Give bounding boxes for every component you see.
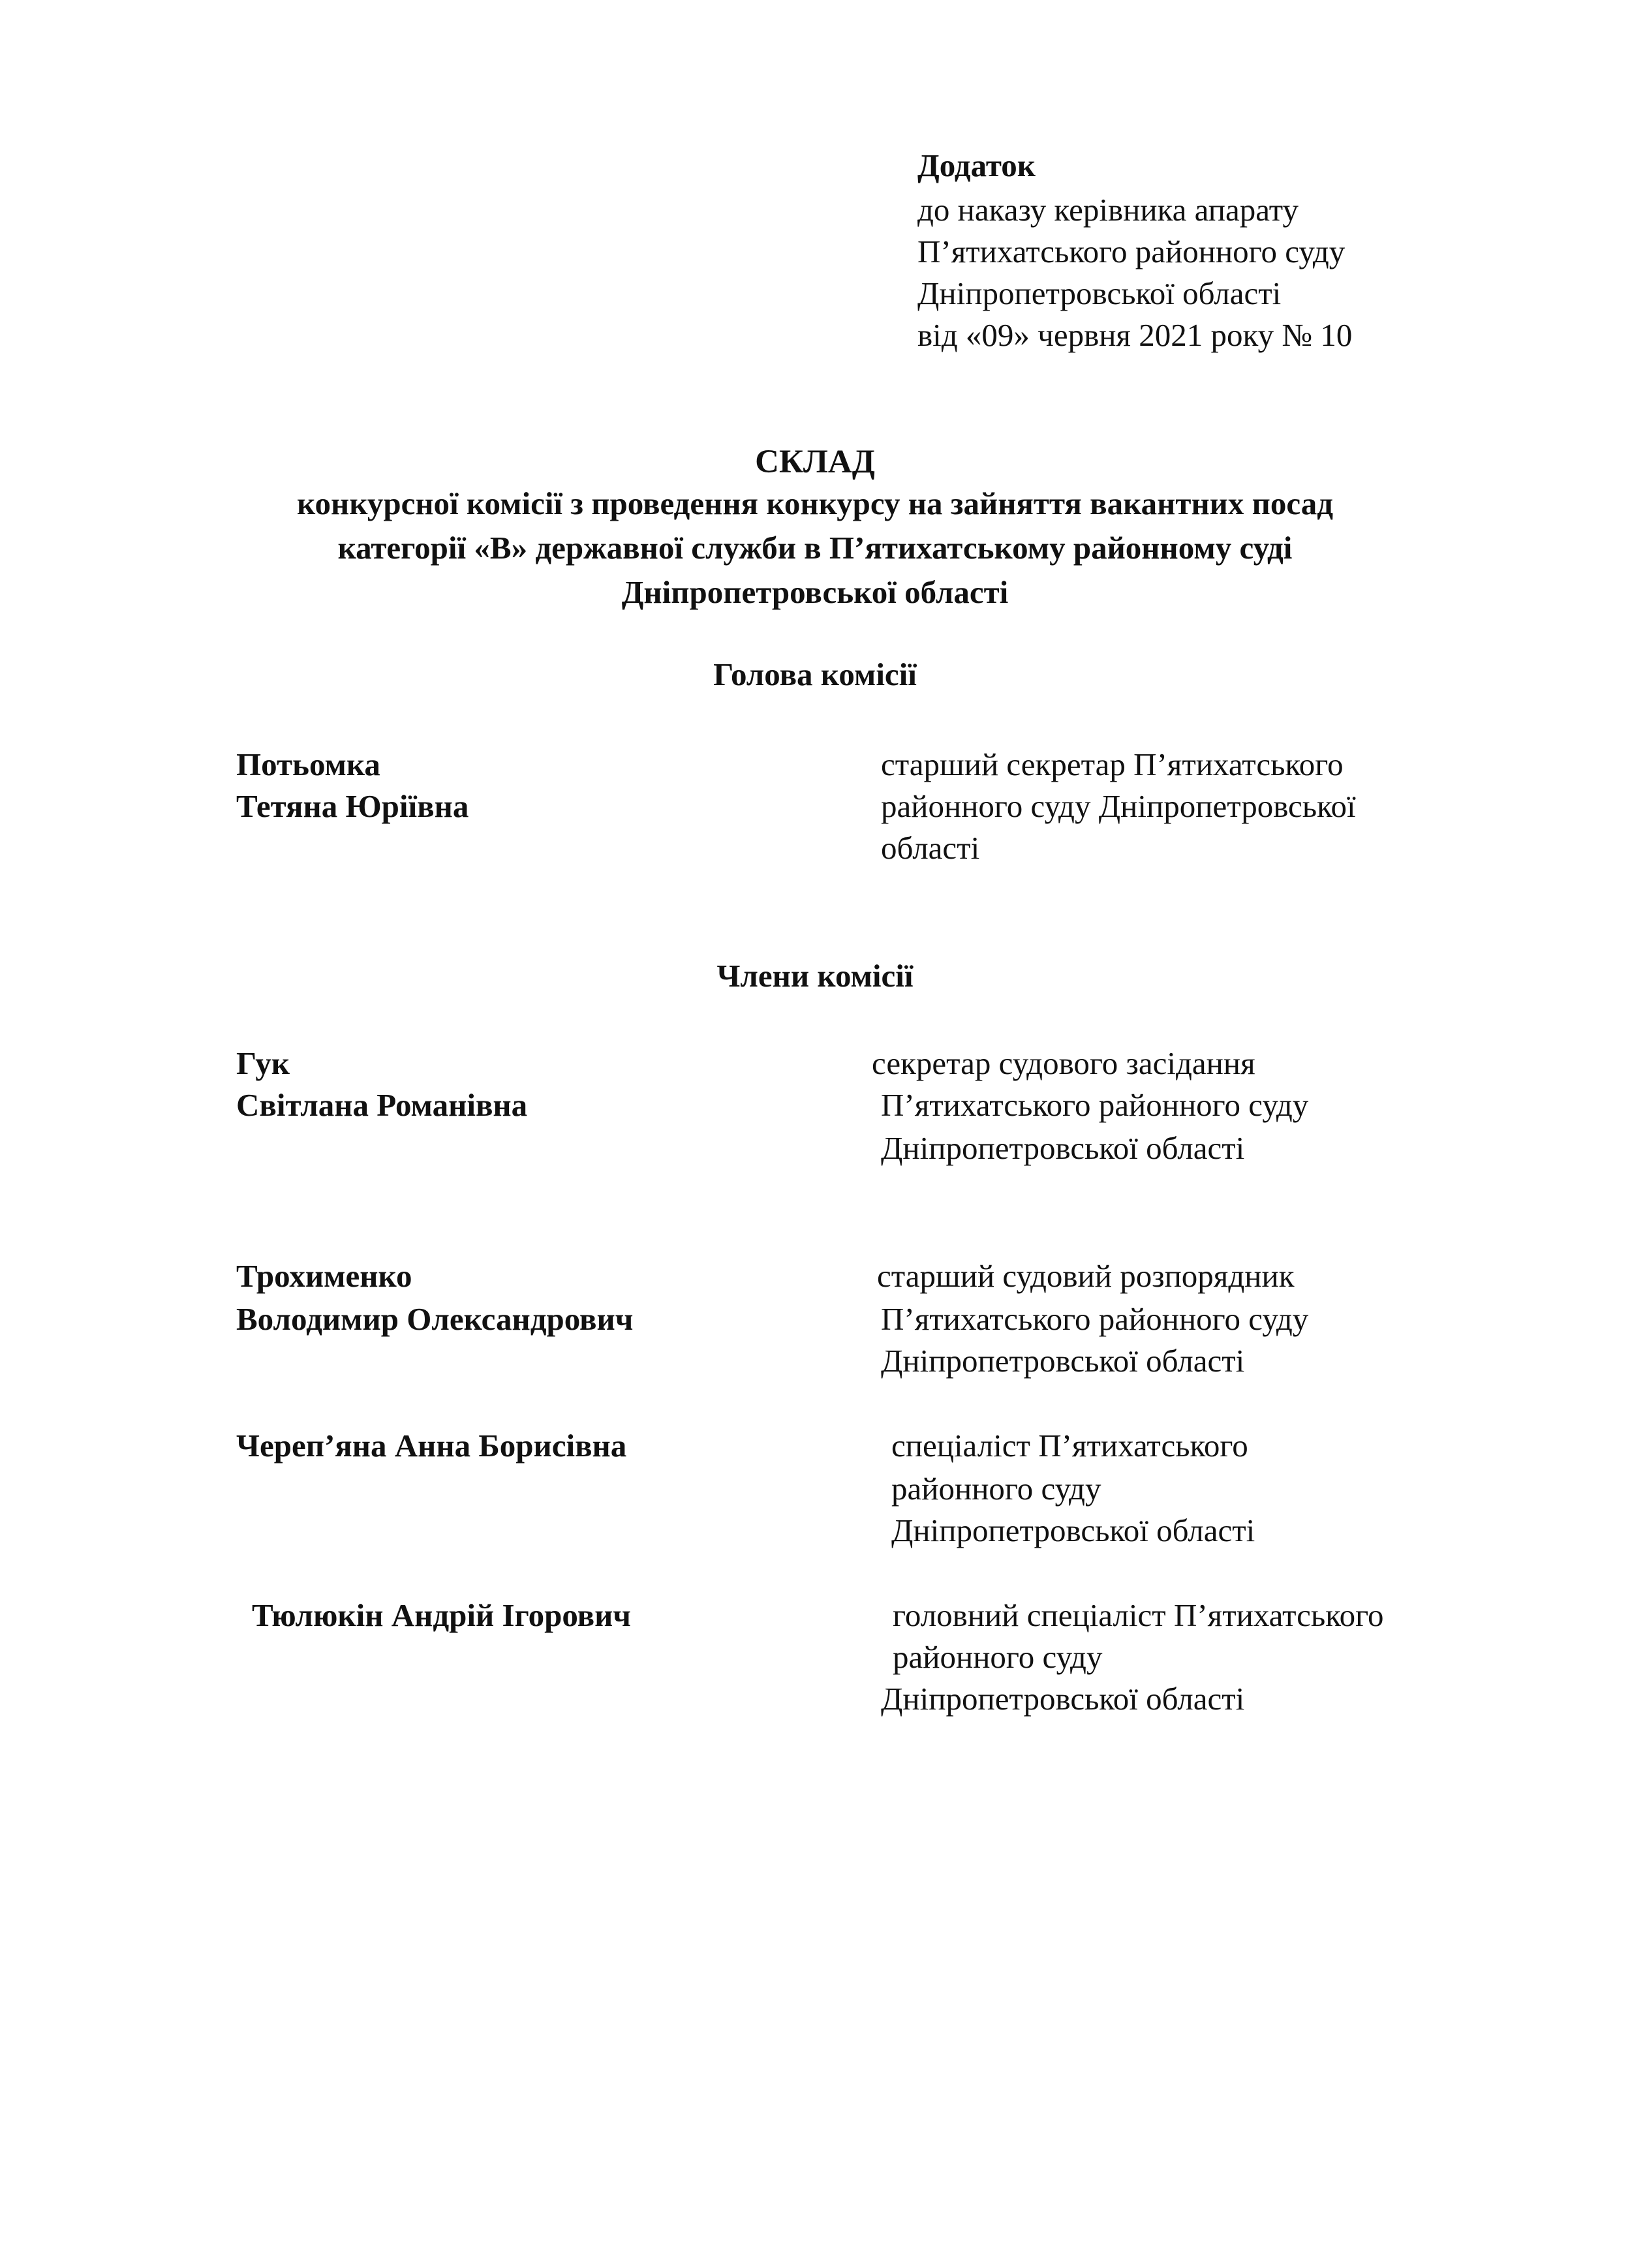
person-position-line: секретар судового засідання <box>872 1045 1255 1081</box>
addendum-line: Дніпропетровської області <box>917 275 1282 311</box>
document-subtitle-line: конкурсної комісії з проведення конкурсу на зайняття вакантних посад <box>296 485 1334 521</box>
addendum-title: Додаток <box>917 147 1036 183</box>
addendum-line: від «09» червня 2021 року № 10 <box>917 317 1353 353</box>
addendum-line: П’ятихатського районного суду <box>917 234 1346 269</box>
person-position-line: старший секретар П’ятихатського <box>881 746 1344 782</box>
person-name-line: Світлана Романівна <box>236 1087 528 1123</box>
person-position-line: Дніпропетровської області <box>891 1512 1255 1548</box>
person-name-line: Трохименко <box>236 1258 412 1294</box>
person-name-line: Тюлюкін Андрій Ігорович <box>252 1597 631 1633</box>
person-position-line: області <box>881 830 980 866</box>
person-position-line: П’ятихатського районного суду <box>881 1087 1309 1123</box>
person-position-line: районного суду Дніпропетровської <box>881 788 1356 824</box>
chair-section-title: Голова комісії <box>713 656 917 692</box>
person-position-line: Дніпропетровської області <box>881 1343 1245 1379</box>
person-name-line: Володимир Олександрович <box>236 1301 634 1337</box>
document-subtitle-line: категорії «В» державної служби в П’ятихатському районному суді <box>337 530 1293 566</box>
person-position-line: спеціаліст П’ятихатського <box>891 1428 1248 1463</box>
addendum-line: до наказу керівника апарату <box>917 192 1299 228</box>
document-title: СКЛАД <box>755 444 875 480</box>
members-section-title: Члени комісії <box>716 958 914 994</box>
person-position-line: районного суду <box>891 1471 1101 1507</box>
person-name-line: Череп’яна Анна Борисівна <box>236 1428 627 1463</box>
document-subtitle-line: Дніпропетровської області <box>621 574 1009 610</box>
person-position-line: старший судовий розпорядник <box>877 1258 1295 1294</box>
person-position-line: головний спеціаліст П’ятихатського <box>893 1597 1384 1633</box>
person-position-line: П’ятихатського районного суду <box>881 1301 1309 1337</box>
person-name-line: Потьомка <box>236 746 380 782</box>
person-position-line: районного суду <box>893 1639 1103 1675</box>
person-position-line: Дніпропетровської області <box>881 1681 1245 1717</box>
person-name-line: Тетяна Юріївна <box>236 788 469 824</box>
person-position-line: Дніпропетровської області <box>881 1130 1245 1166</box>
person-name-line: Гук <box>236 1045 290 1081</box>
